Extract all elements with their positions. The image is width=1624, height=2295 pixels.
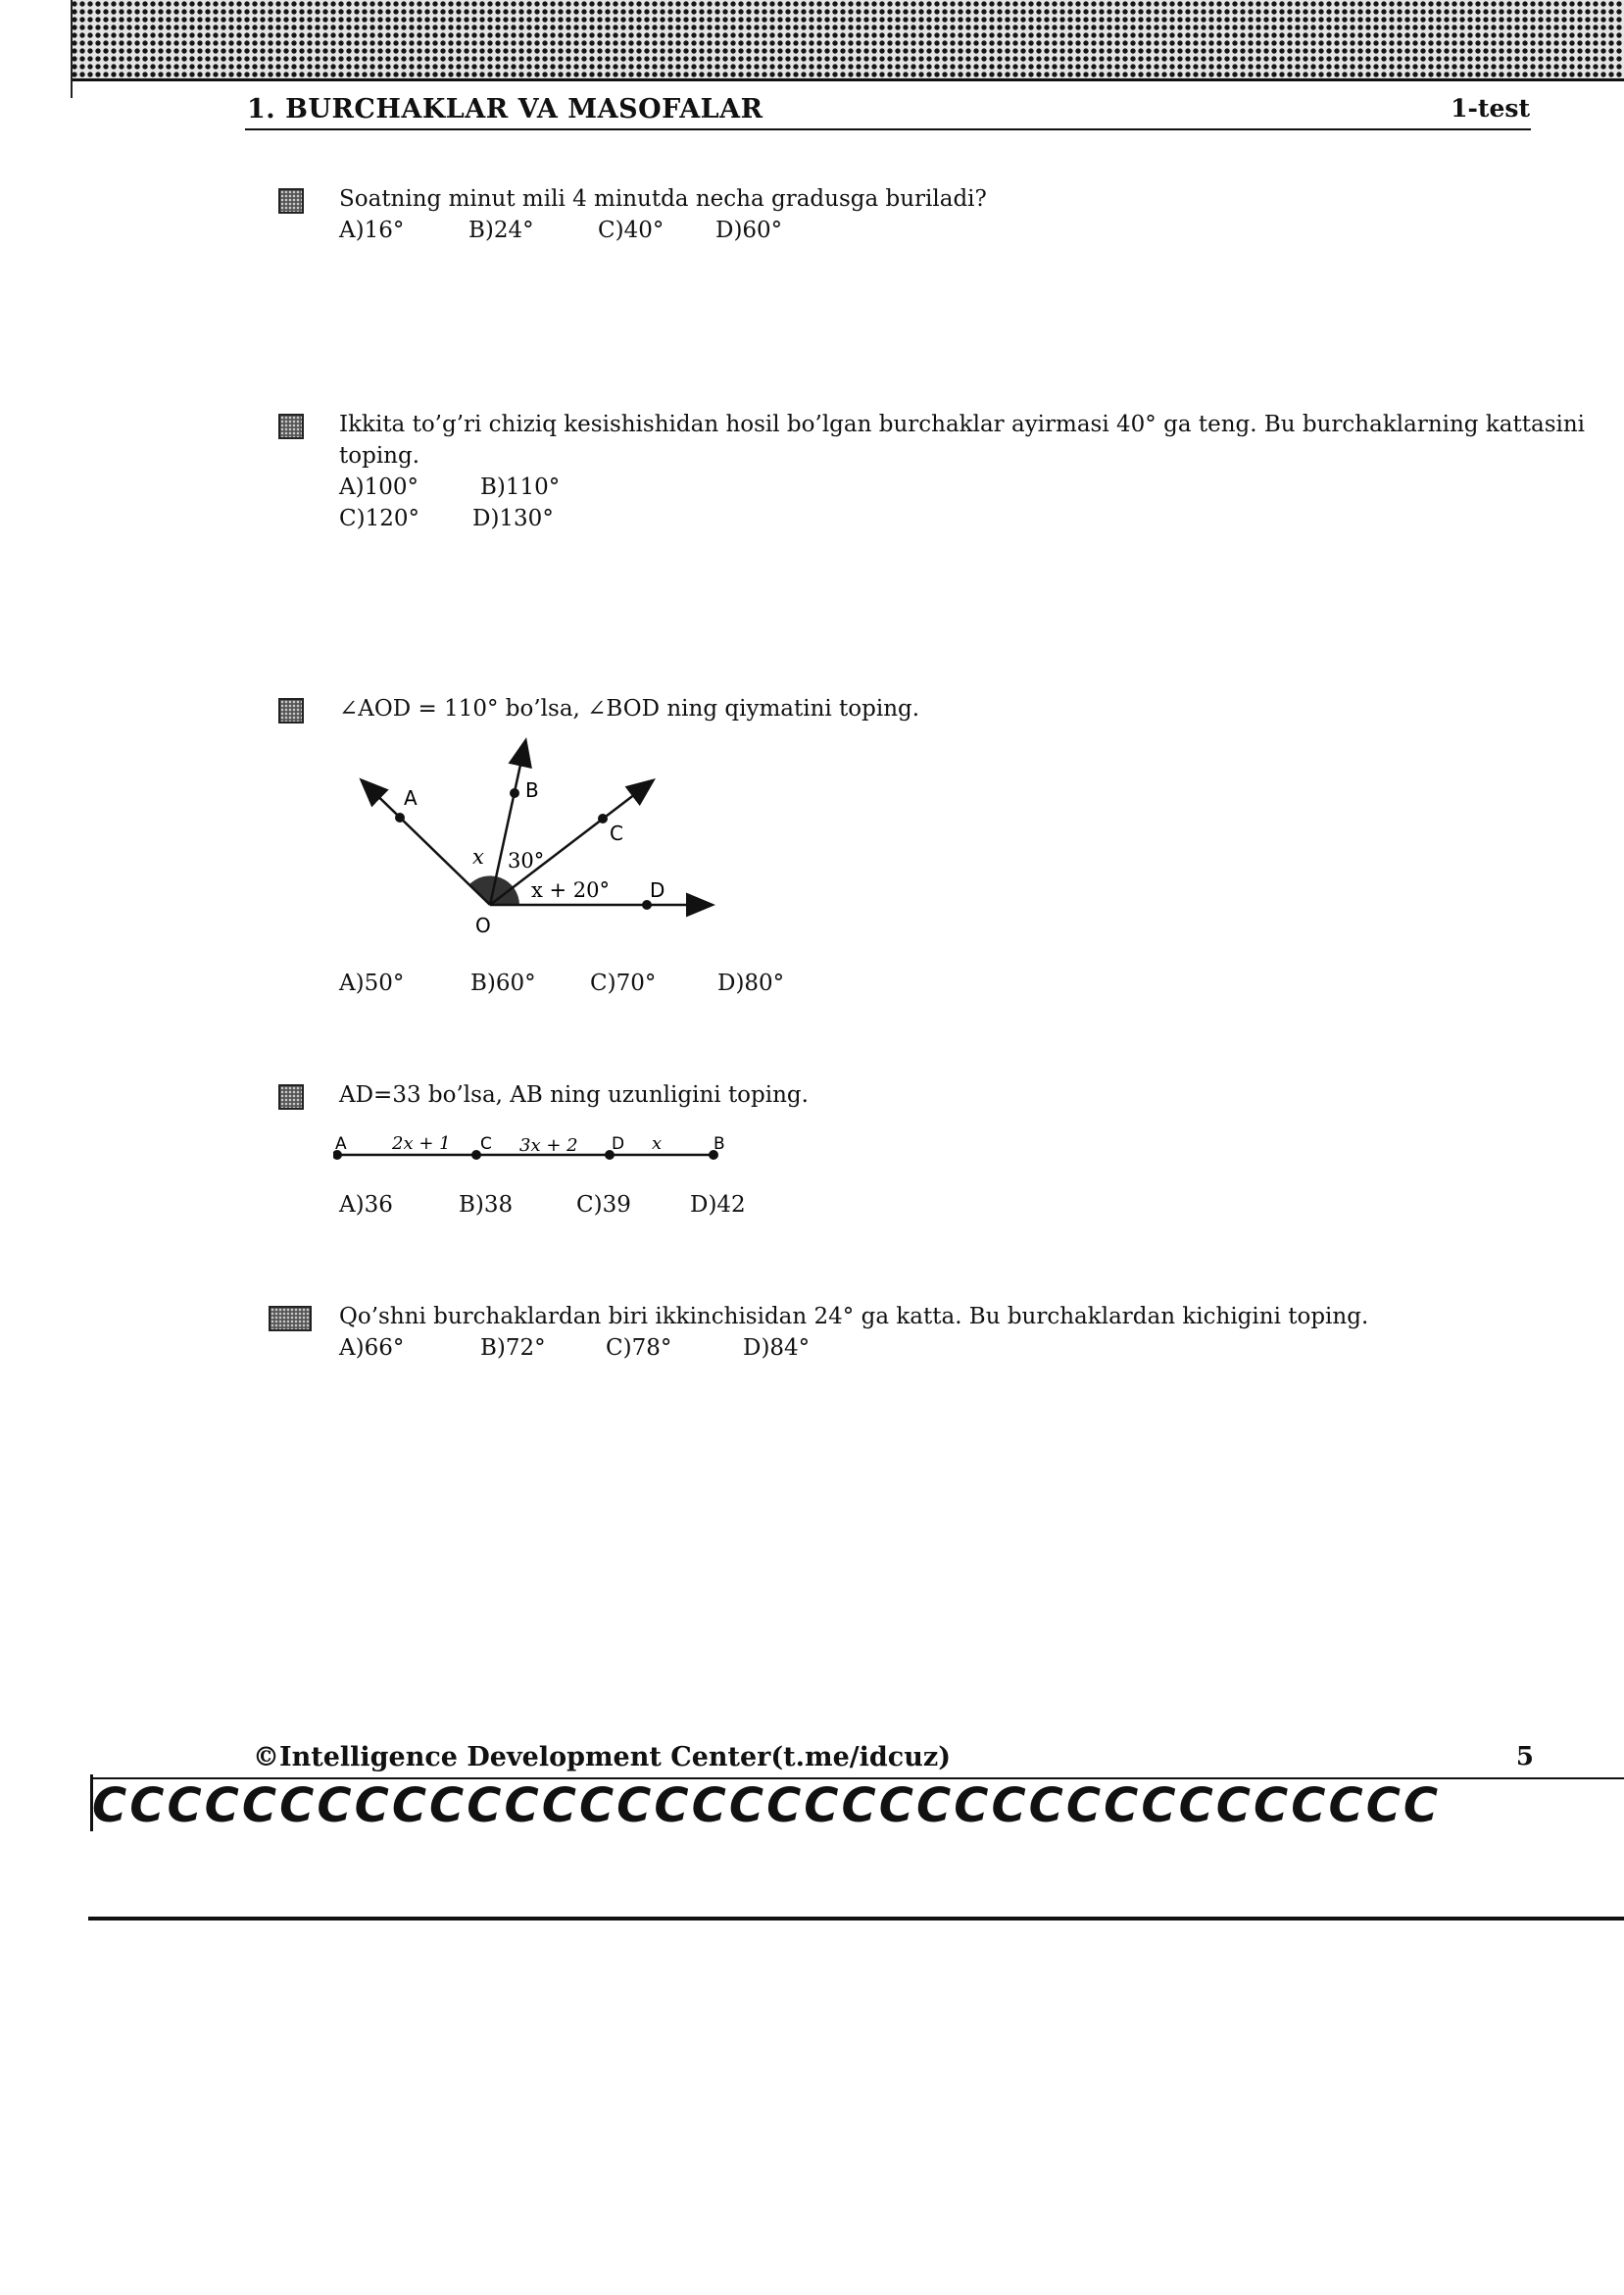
question-number-icon xyxy=(278,188,304,214)
label-d: D xyxy=(650,878,665,902)
label-a: A xyxy=(404,786,418,810)
bottom-rule xyxy=(88,1917,1624,1921)
label-c: C xyxy=(610,822,623,845)
option-a: A)66° xyxy=(339,1335,405,1361)
label-x-plus-20: x + 20° xyxy=(531,878,611,902)
option-a: A)16° xyxy=(339,218,405,243)
label-d: D xyxy=(612,1134,625,1154)
option-d: D)60° xyxy=(715,218,783,243)
label-seg2: 3x + 2 xyxy=(519,1135,578,1156)
option-b: B)24° xyxy=(468,218,534,243)
header-rule xyxy=(245,128,1531,130)
option-b: B)110° xyxy=(480,474,561,500)
header-left-rule xyxy=(71,0,73,98)
question-2-text-line2: toping. xyxy=(339,443,420,469)
chapter-title: 1. BURCHAKLAR VA MASOFALAR xyxy=(247,94,763,125)
option-b: B)72° xyxy=(480,1335,546,1361)
question-4-text: AD=33 bo’lsa, AB ning uzunligini toping. xyxy=(339,1082,809,1108)
label-b: B xyxy=(714,1134,725,1154)
label-seg1: 2x + 1 xyxy=(392,1133,451,1154)
option-b: B)38 xyxy=(459,1192,514,1218)
option-a: A)100° xyxy=(339,474,418,500)
option-a: A)50° xyxy=(339,971,405,996)
option-d: D)42 xyxy=(690,1192,746,1218)
segment-diagram xyxy=(333,1125,745,1169)
option-d: D)84° xyxy=(743,1335,811,1361)
label-a: A xyxy=(335,1134,347,1154)
option-b: B)60° xyxy=(470,971,536,996)
option-c: C)40° xyxy=(598,218,664,243)
page-number: 5 xyxy=(1515,1742,1534,1771)
option-d: D)80° xyxy=(717,971,785,996)
footer-credit: ©Intelligence Development Center(t.me/idcuz) xyxy=(253,1742,951,1772)
label-30: 30° xyxy=(508,849,545,873)
test-label: 1-test xyxy=(1451,94,1530,123)
question-2-options-row1 xyxy=(339,473,560,502)
footer-rule xyxy=(92,1777,1624,1779)
option-c: C)78° xyxy=(606,1335,672,1361)
option-a: A)36 xyxy=(339,1192,393,1218)
label-c: C xyxy=(480,1134,492,1154)
question-2-options-row2 xyxy=(339,504,554,533)
label-seg3: x xyxy=(652,1133,663,1154)
question-4-options xyxy=(339,1190,746,1220)
question-3-options xyxy=(339,969,784,998)
label-b: B xyxy=(525,778,539,802)
point-a xyxy=(395,813,405,823)
label-x: x xyxy=(472,845,484,869)
question-1-text: Soatning minut mili 4 minutda necha gradusga buriladi? xyxy=(339,186,987,212)
question-2-text-line1: Ikkita to’g’ri chiziq kesishishidan hosil bo’lgan burchaklar ayirmasi 40° ga teng. Bu burchaklarning kattasini xyxy=(339,412,1586,437)
question-1-options xyxy=(339,216,782,245)
question-number-icon xyxy=(278,414,304,439)
footer-ornament-band: CCCCCCCCCCCCCCCCCCCCCCCCCCCCCCCCCCCC xyxy=(92,1782,1442,1829)
label-o: O xyxy=(475,914,491,937)
question-5-options xyxy=(339,1333,810,1363)
question-5-text: Qo’shni burchaklardan biri ikkinchisidan 24° ga katta. Bu burchaklardan kichigini toping. xyxy=(339,1304,1369,1329)
point-c xyxy=(598,814,608,823)
header-dot-band xyxy=(71,0,1624,81)
ray-oa xyxy=(363,781,490,905)
question-3-text: ∠AOD = 110° bo’lsa, ∠BOD ning qiymatini toping. xyxy=(339,696,920,722)
question-number-icon xyxy=(278,1084,304,1110)
question-number-icon xyxy=(269,1306,312,1331)
point-b xyxy=(510,788,519,798)
question-number-icon xyxy=(278,698,304,723)
option-d: D)130° xyxy=(472,506,554,531)
option-c: C)70° xyxy=(590,971,657,996)
option-c: C)120° xyxy=(339,506,419,531)
angle-diagram xyxy=(333,730,745,951)
option-c: C)39 xyxy=(576,1192,631,1218)
